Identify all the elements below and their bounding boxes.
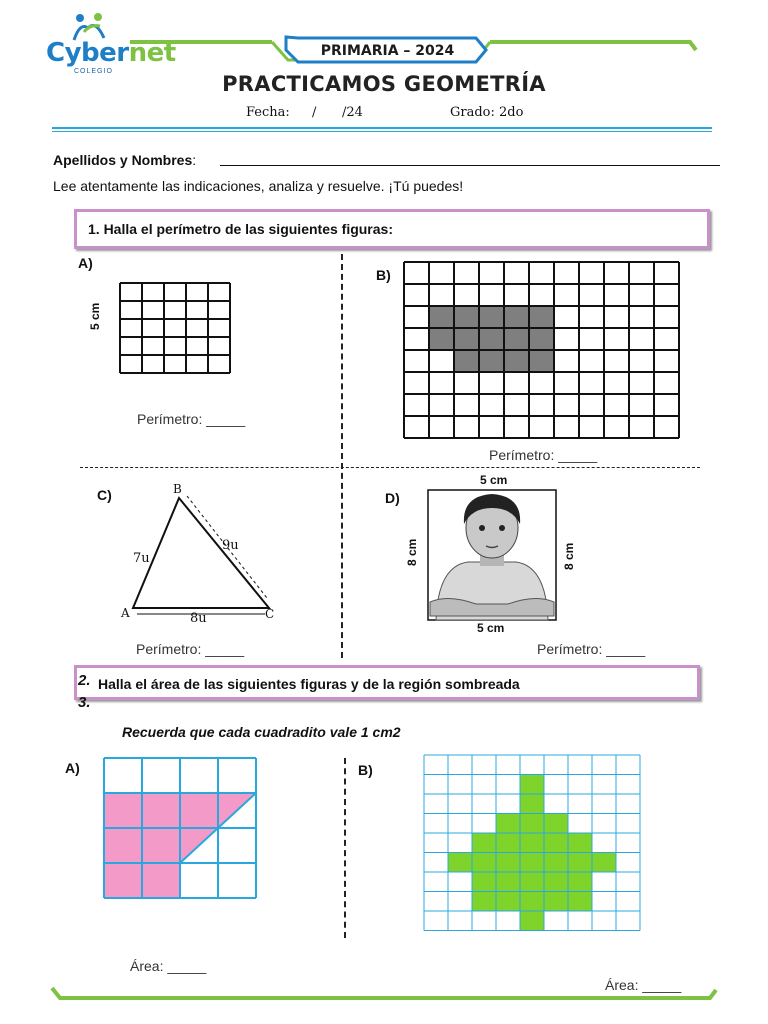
q2-number: 2. [78,672,91,689]
header-divider [52,127,712,129]
green-cell [472,892,496,912]
q2a-label: A) [65,760,80,776]
footer-frame [0,976,768,1016]
green-cell [544,814,568,834]
q1b-perimeter[interactable]: Perímetro: _____ [489,447,598,463]
q2b-grid [424,755,642,933]
green-cell [496,892,520,912]
q1c-label: C) [97,487,112,503]
q1b-label: B) [376,267,391,283]
q1c-perimeter[interactable]: Perímetro: _____ [136,641,245,657]
q1d-perimeter[interactable]: Perímetro: _____ [537,641,646,657]
green-cell [520,892,544,912]
logo-name: Cybernet [46,38,176,68]
q1d-right: 8 cm [562,542,576,570]
green-cell [568,833,592,853]
green-cell [520,833,544,853]
q1d-bottom: 5 cm [477,621,505,635]
q1d-left: 8 cm [405,538,419,566]
header-divider-2 [52,131,712,132]
green-cell [472,872,496,892]
green-cell [496,853,520,873]
q1-horizontal-divider [80,467,700,468]
green-cell [592,853,616,873]
green-cell [496,814,520,834]
shaded-region [429,306,554,372]
instructions: Lee atentamente las indicaciones, analiza y resuelve. ¡Tú puedes! [53,178,464,194]
side-bc: 9u [222,538,239,553]
q1d-top: 5 cm [480,473,508,487]
green-cell [544,892,568,912]
date-year: /24 [342,105,363,120]
green-cell [520,814,544,834]
q2-note: Recuerda que cada cuadradito vale 1 cm2 [122,724,401,740]
header-banner-frame [0,0,768,80]
q1a-side: 5 cm [88,302,102,330]
page-title: PRACTICAMOS GEOMETRÍA [222,72,546,96]
green-cell [568,872,592,892]
green-cell [520,872,544,892]
stray-number: 3. [78,694,91,711]
q2a-area[interactable]: Área: _____ [130,958,207,974]
q1-title: 1. Halla el perímetro de las siguientes figuras: [88,221,393,237]
q1d-label: D) [385,490,400,506]
green-cell [544,853,568,873]
q2-title: Halla el área de las siguientes figuras y de la región sombreada [98,676,520,692]
green-cell [520,853,544,873]
green-cell [472,853,496,873]
vertex-b: B [173,482,182,496]
vertex-c: C [265,607,275,621]
green-cell [568,892,592,912]
name-label: Apellidos y Nombres: [53,152,197,168]
side-ab: 7u [133,551,150,566]
name-field[interactable] [220,165,720,166]
green-cell [472,833,496,853]
q1a-perimeter[interactable]: Perímetro: _____ [137,411,246,427]
green-cell [544,872,568,892]
green-cell [568,853,592,873]
green-cell [496,833,520,853]
q1a-label: A) [78,255,93,271]
green-cell [496,872,520,892]
logo-subtitle: COLEGIO [74,68,113,75]
q1b-grid [404,262,682,438]
child-photo-illustration [428,490,556,620]
side-ac: 8u [190,611,207,626]
green-cell [544,833,568,853]
date-slash: / [312,105,317,120]
vertex-a: A [121,606,130,620]
date-label: Fecha: [246,105,290,120]
q2a-grid [104,758,258,900]
grade-label: Grado: 2do [450,105,524,120]
green-cell [520,775,544,795]
q2-vertical-divider [344,758,346,938]
green-cell [520,911,544,931]
q2b-area[interactable]: Área: _____ [605,977,682,993]
green-cell [448,853,472,873]
q2b-label: B) [358,762,373,778]
green-cell [520,794,544,814]
q1-vertical-divider [341,254,343,658]
banner-label: PRIMARIA – 2024 [320,43,455,59]
q1a-grid [120,283,232,375]
